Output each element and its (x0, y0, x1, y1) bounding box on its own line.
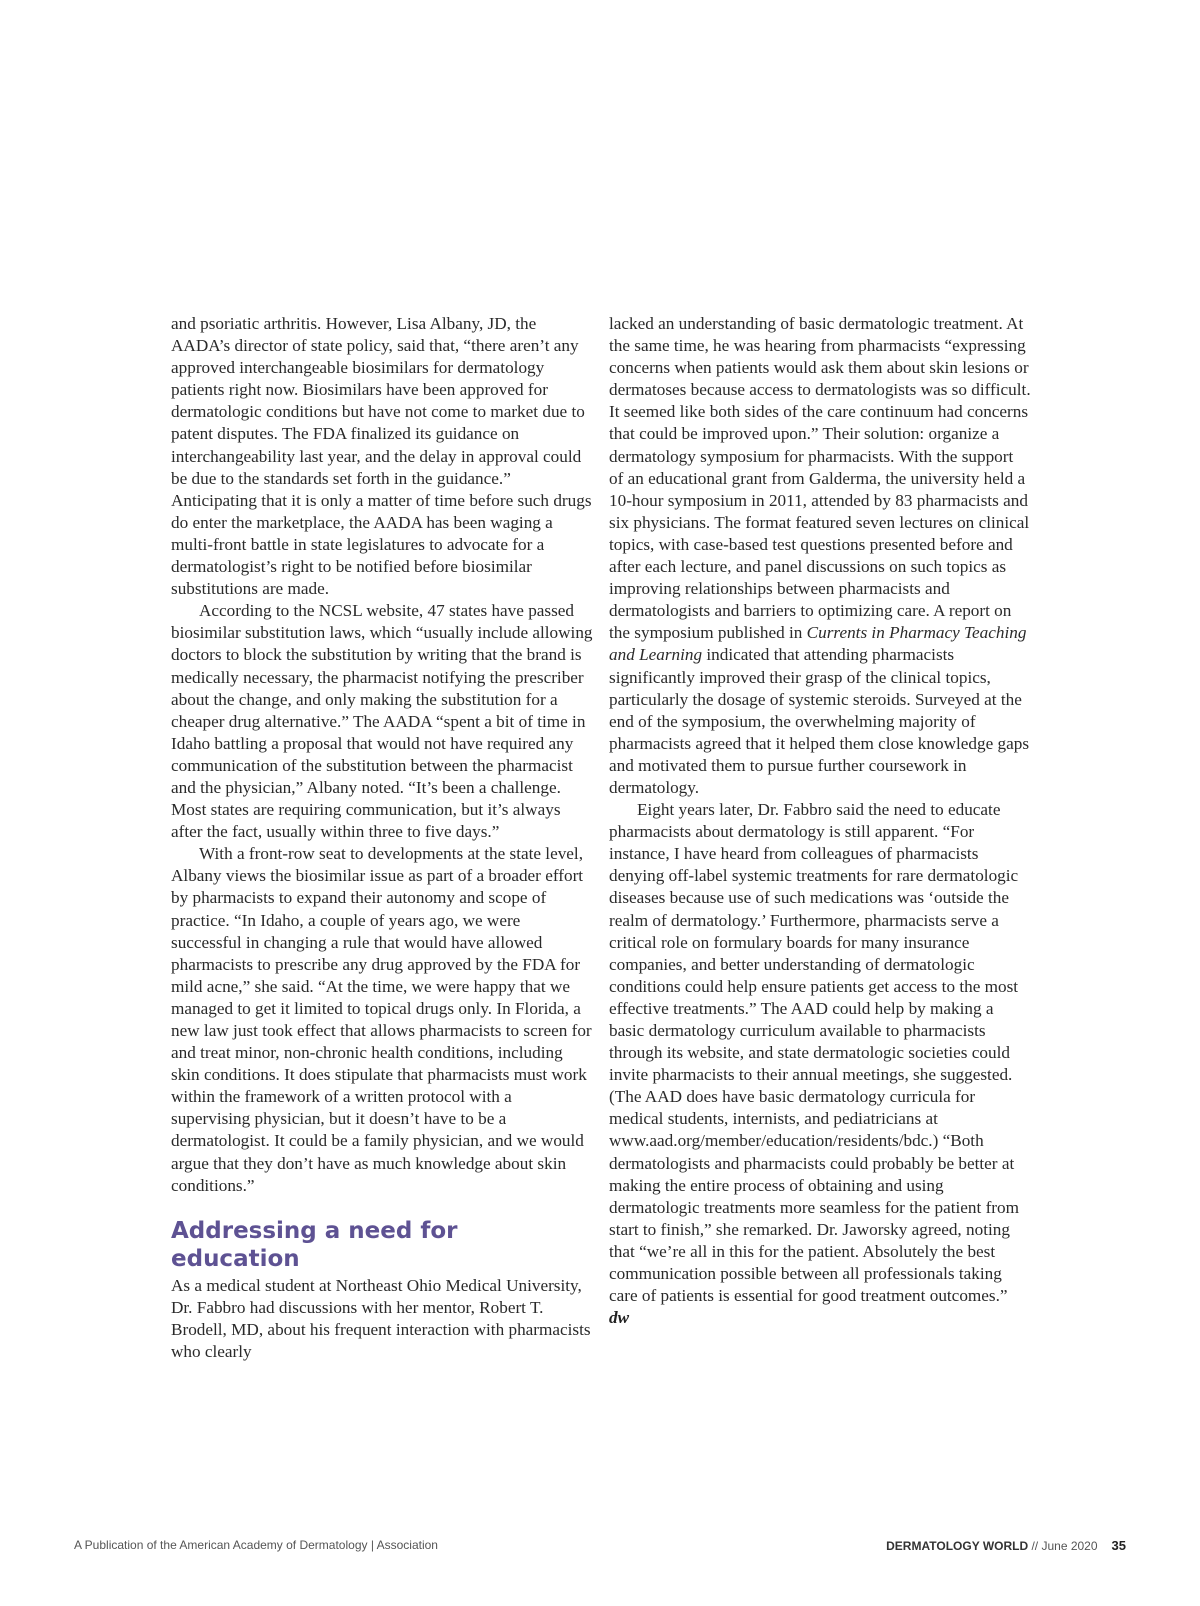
magazine-name: DERMATOLOGY WORLD (886, 1539, 1029, 1553)
issue-info (886, 1538, 1126, 1553)
paragraph-text: indicated that attending pharmacists significantly improved their grasp of the clinical topics, particularly the dosage of systemic steroids. Surveyed at the end of the symposium, the overwhelming majority of pharmacists agreed that it helped them close knowledge gaps and motivated them to pursue further coursework in dermatology. (609, 645, 1030, 797)
paragraph: As a medical student at Northeast Ohio Medical University, Dr. Fabbro had discussions with her mentor, Robert T. Brodell, MD, about his frequent interaction with pharmacists who clearly (171, 1275, 591, 1362)
paragraph: and psoriatic arthritis. However, Lisa Albany, JD, the AADA’s director of state policy, said that, “there aren’t any approved interchangeable biosimilars for dermatology patients right now. Biosimilars have been approved for dermatologic conditions but have not come to market due to patent disputes. The FDA finalized its guidance on interchangeability last year, and the delay in approval could be due to the standards set forth in the guidance.” Anticipating that it is only a matter of time before such drugs do enter the marketplace, the AADA has been waging a multi-front battle in state legislatures to advocate for a dermatologist’s right to be notified before biosimilar substitutions are made. (171, 314, 592, 599)
section-heading: Addressing a need for education (171, 1217, 458, 1272)
right-column (609, 313, 1031, 1329)
issue-date: // June 2020 (1028, 1539, 1098, 1553)
publisher-line: A Publication of the American Academy of Dermatology | Association (74, 1538, 438, 1552)
paragraph: According to the NCSL website, 47 states have passed biosimilar substitution laws, which “usually include allowing doctors to block the substitution by writing that the brand is medically necessary, the pharmacist notifying the prescriber about the change, and only making the substitution for a cheaper drug alternative.” The AADA “spent a bit of time in Idaho battling a proposal that would not have required any communication of the substitution between the pharmacist and the physician,” Albany noted. “It’s been a challenge. Most states are requiring communication, but it’s always after the fact, usually within three to five days.” (171, 601, 593, 842)
paragraph: With a front-row seat to developments at the state level, Albany views the biosimilar issue as part of a broader effort by pharmacists to expand their autonomy and scope of practice. “In Idaho, a couple of years ago, we were successful in changing a rule that would have allowed pharmacists to prescribe any drug approved by the FDA for mild acne,” she said. “At the time, we were happy that we managed to get it limited to topical drugs only. In Florida, a new law just took effect that allows pharmacists to screen for and treat minor, non-chronic health conditions, including skin conditions. It does stipulate that pharmacists must work within the framework of a written protocol with a supervising physician, but it doesn’t have to be a dermatologist. It could be a family physician, and we would argue that they don’t have as much knowledge about skin conditions.” (171, 844, 592, 1195)
end-signature: dw (609, 1308, 630, 1328)
paragraph-text: lacked an understanding of basic dermatologic treatment. At the same time, he was hearing from pharmacists “expressing concerns when patients would ask them about skin lesions or dermatoses because access to dermatologists was so difficult. It seemed like both sides of the care continuum had concerns that could be improved upon.” Their solution: organize a dermatology symposium for pharmacists. With the support of an educational grant from Galderma, the university held a 10-hour symposium in 2011, attended by 83 pharmacists and six physicians. The format featured seven lectures on clinical topics, with case-based test questions presented before and after each lecture, and panel discussions on such topics as improving relationships between pharmacists and dermatologists and barriers to optimizing care. A report on the symposium published in (609, 314, 1031, 643)
paragraph (609, 799, 1031, 1329)
page-number: 35 (1111, 1538, 1126, 1553)
journal-title: Currents in Pharmacy Teaching and Learning (609, 623, 1027, 665)
paragraph-text: Eight years later, Dr. Fabbro said the need to educate pharmacists about dermatology is still apparent. “For instance, I have heard from colleagues of pharmacists denying off-label systemic treatments for rare dermatologic diseases because use of such medications was ‘outside the realm of dermatology.’ Furthermore, pharmacists serve a critical role on formulary boards for many insurance companies, and better understanding of dermatologic conditions could help ensure patients get access to the most effective treatments.” The AAD could help by making a basic dermatology curriculum available to pharmacists through its website, and state dermatologic societies could invite pharmacists to their annual meetings, she suggested. (The AAD does have basic dermatology curricula for medical students, internists, and pediatricians at www.aad.org/member/education/residents/bdc.) “Both dermatologists and pharmacists could probably be better at making the entire process of obtaining and using dermatologic treatments more seamless for the patient from start to finish,” she remarked. Dr. Jaworsky agreed, noting that “we’re all in this for the patient. Absolutely the best communication possible between all professionals taking care of patients is essential for good treatment outcomes.” (609, 800, 1019, 1306)
left-column (171, 313, 593, 1363)
paragraph (609, 313, 1031, 799)
